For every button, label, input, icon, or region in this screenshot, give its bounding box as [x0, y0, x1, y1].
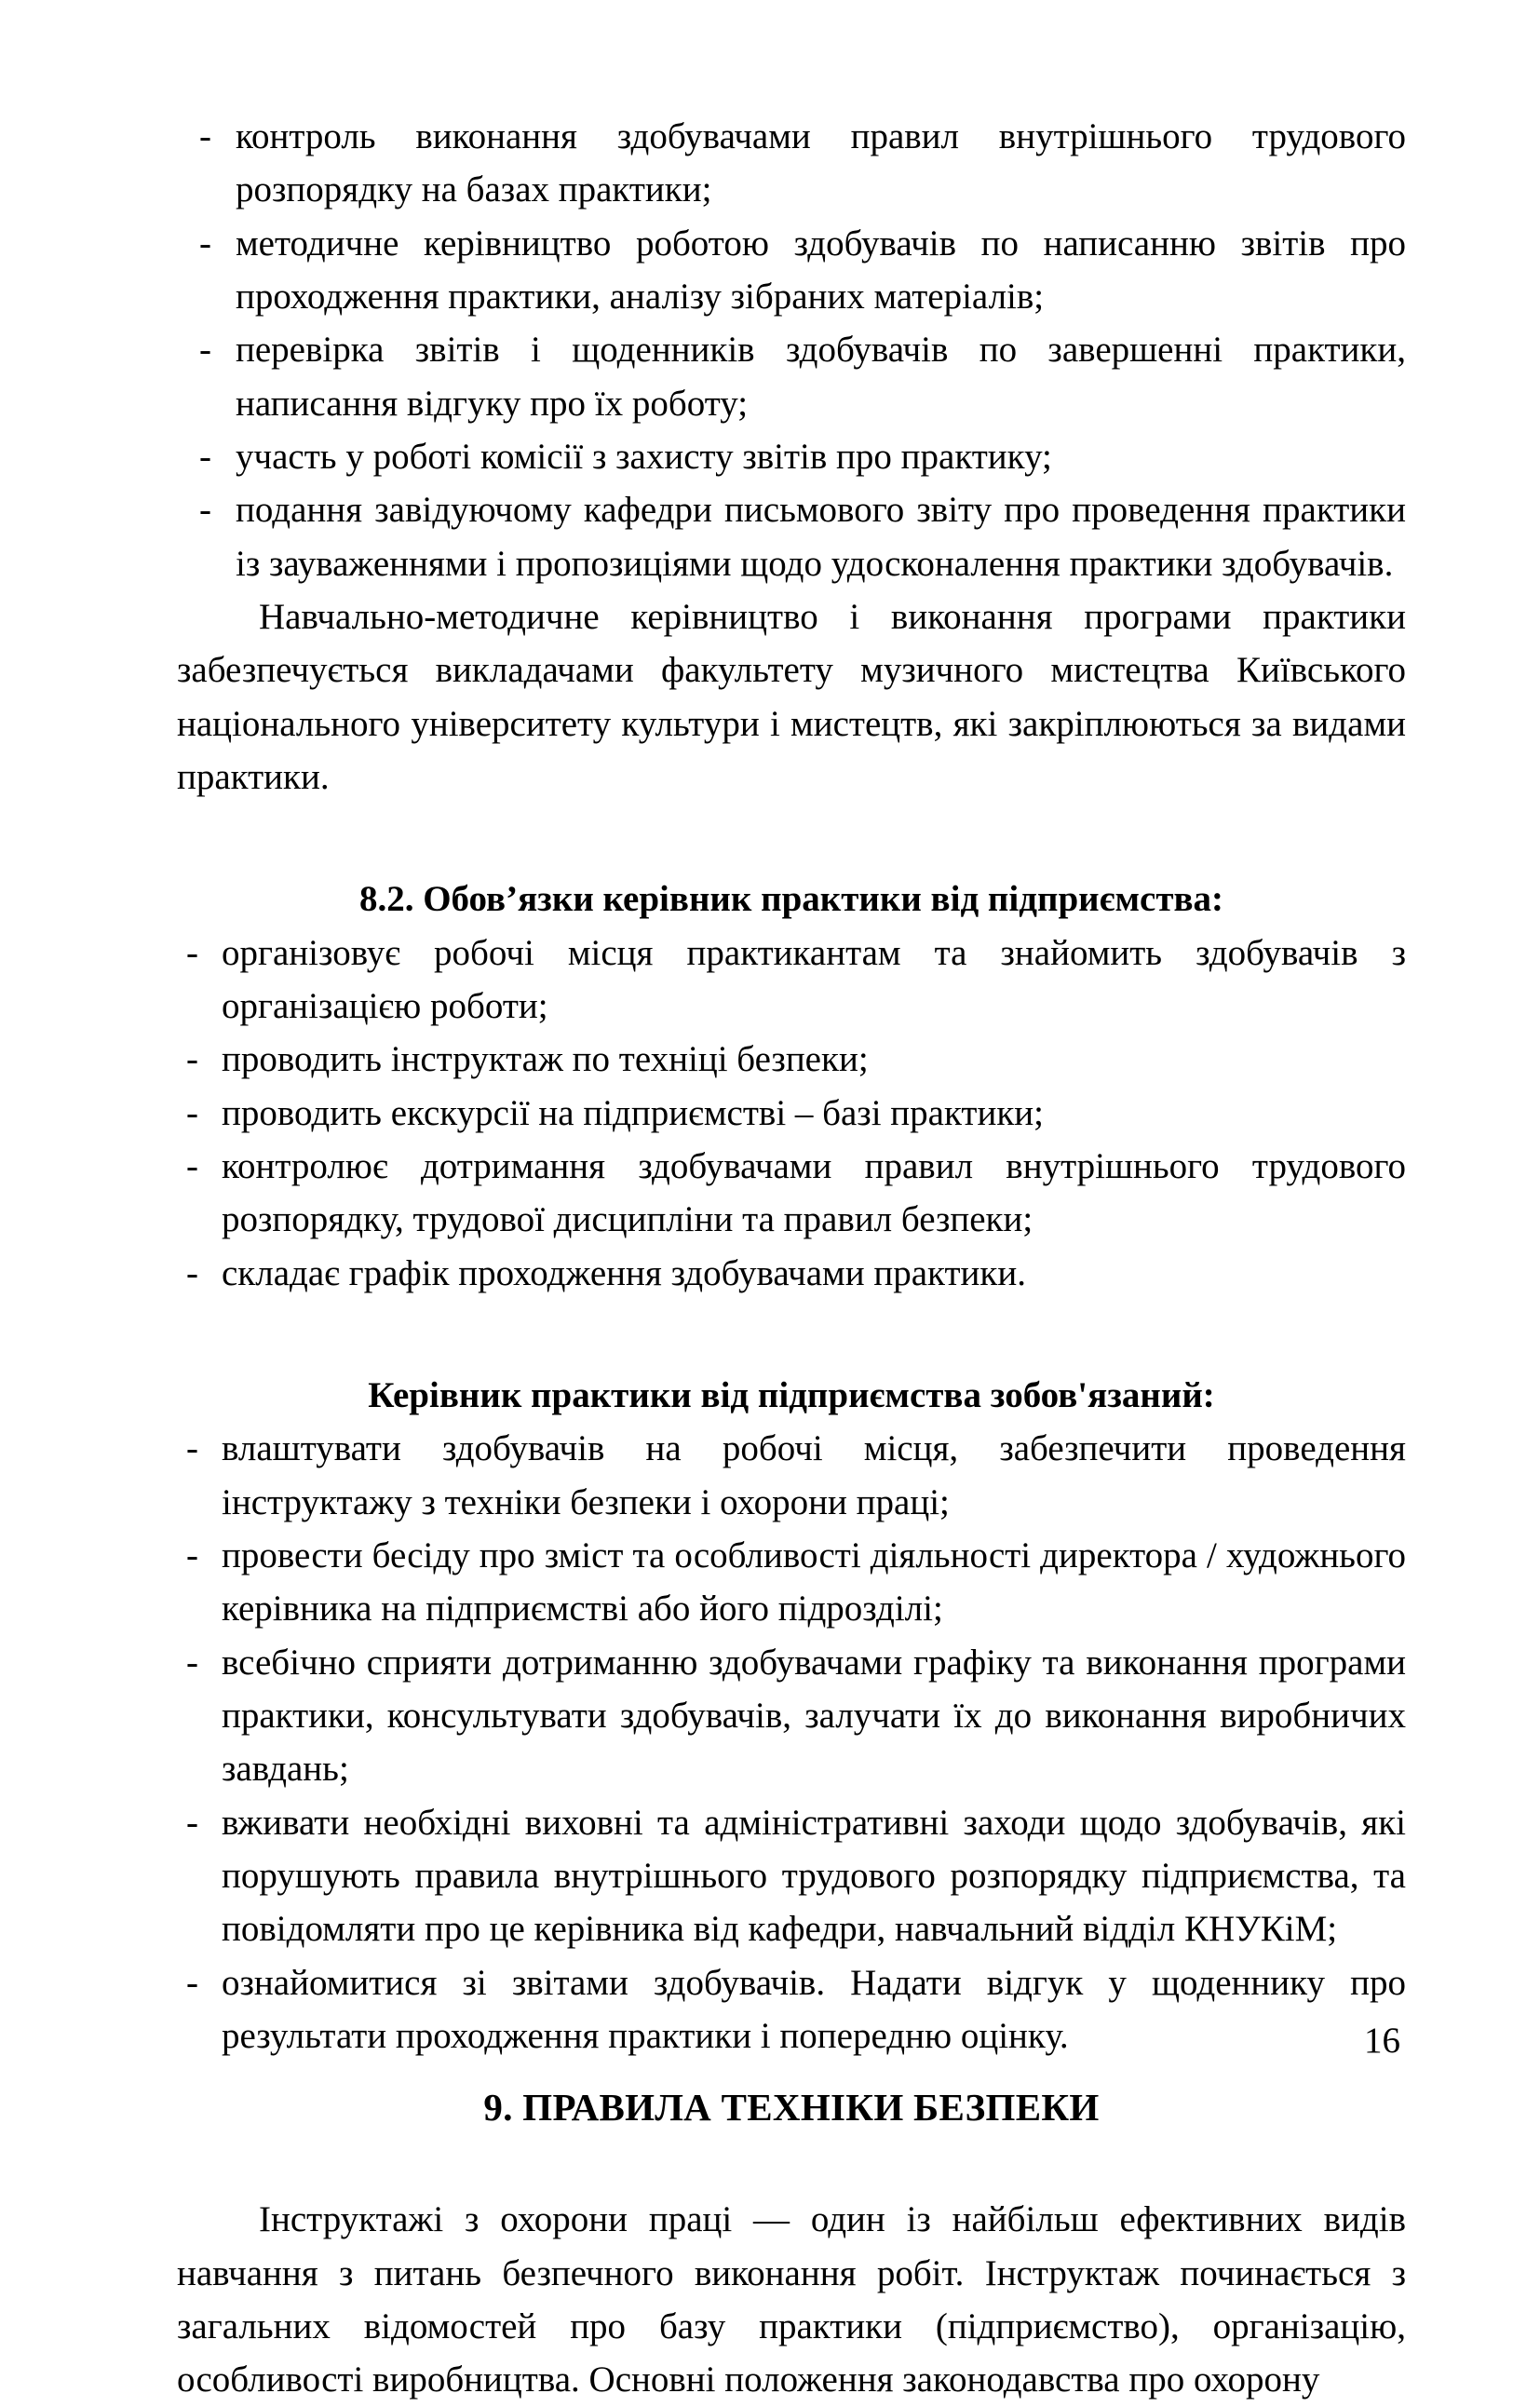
list-item: - методичне керівництво роботою здобувачів по написанню звітів про проходження практики, аналізу зібраних матеріалів; [177, 217, 1406, 324]
list-item: - влаштувати здобувачів на робочі місця, забезпечити проведення інструктажу з техніки безпеки і охорони праці; [177, 1422, 1406, 1529]
list-item: - провести бесіду про зміст та особливості діяльності директора / художнього керівника на підприємстві або його підрозділі; [177, 1529, 1406, 1636]
list-item: - складає графік проходження здобувачами практики. [177, 1247, 1406, 1300]
list-item: - контроль виконання здобувачами правил внутрішнього трудового розпорядку на базах практики; [177, 110, 1406, 217]
list-item: - проводить екскурсії на підприємстві – базі практики; [177, 1087, 1406, 1140]
section-9-paragraph: Інструктажі з охорони праці — один із найбільш ефективних видів навчання з питань безпечного виконання робіт. Інструктаж починається з загальних відомостей про базу практики (підприємство), організацію, особливості виробництва. Основні положення законодавства про охорону [177, 2199, 1406, 2400]
list-item: - ознайомитися зі звітами здобувачів. Надати відгук у щоденнику про результати проходження практики і попередню оцінку. [177, 1956, 1406, 2063]
spacer [177, 804, 1406, 872]
list-item: - перевірка звітів і щоденників здобувачів по завершенні практики, написання відгуку про їх роботу; [177, 323, 1406, 430]
page-number: 16 [1364, 2021, 1400, 2061]
list-item: - всебічно сприяти дотриманню здобувачами графіку та виконання програми практики, консультувати здобувачів, залучати їх до виконання виробничих завдань; [177, 1636, 1406, 1796]
page-content [177, 110, 1406, 2407]
subheading-obligations: Керівник практики від підприємства зобов'язаний: [368, 1374, 1215, 1415]
section-heading-9: 9. ПРАВИЛА ТЕХНІКИ БЕЗПЕКИ [483, 2086, 1100, 2130]
enterprise-supervisor-duties-list [177, 926, 1406, 1300]
intro-paragraph: Навчально-методичне керівництво і виконання програми практики забезпечується викладачами факультету музичного мистецтва Київського національного університету культури і мистецтв, які закріплюються за видами практики. [177, 596, 1406, 797]
list-item: - подання завідуючому кафедри письмового звіту про проведення практики із зауваженнями і пропозиціями щодо удосконалення практики здобувачів. [177, 483, 1406, 590]
spacer [177, 2062, 1406, 2079]
list-item: - контролює дотримання здобувачами правил внутрішнього трудового розпорядку, трудової дисципліни та правил безпеки; [177, 1140, 1406, 1247]
spacer [177, 2135, 1406, 2193]
list-item: - проводить інструктаж по техніці безпеки; [177, 1033, 1406, 1086]
enterprise-supervisor-obligations-list [177, 1422, 1406, 2062]
duties-department-supervisor-list [177, 110, 1406, 590]
list-item: - вживати необхідні виховні та адміністративні заходи щодо здобувачів, які порушують правила внутрішнього трудового розпорядку підприємства, та повідомляти про це керівника від кафедри, навчальний відділ КНУКіМ; [177, 1796, 1406, 1956]
subheading-8-2: 8.2. Обов’язки керівник практики від підприємства: [358, 879, 1224, 920]
spacer [177, 1300, 1406, 1369]
list-item: - участь у роботі комісії з захисту звітів про практику; [177, 430, 1406, 483]
list-item: - організовує робочі місця практикантам та знайомить здобувачів з організацією роботи; [177, 926, 1406, 1034]
